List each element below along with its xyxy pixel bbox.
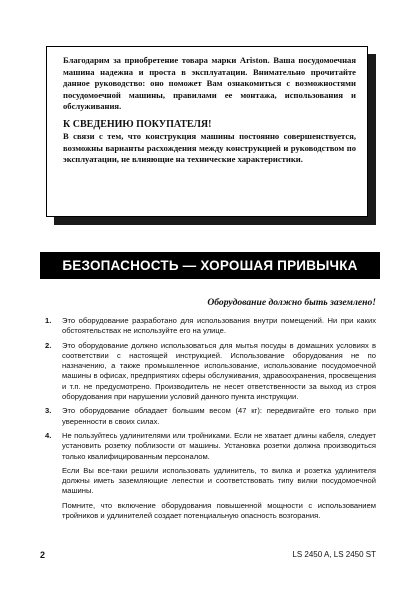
safety-list <box>40 316 376 525</box>
item-number: 3. <box>45 406 52 416</box>
list-item <box>40 406 376 427</box>
item-number: 2. <box>45 340 52 350</box>
section-title: БЕЗОПАСНОСТЬ — ХОРОШАЯ ПРИВЫЧКА <box>62 258 358 273</box>
notice-intro: Благодарим за приобретение товара марки Ariston. Ваша посудомоечная машина надежна и проста в эксплуатации. Внимательно прочитайте данное руководство: оно поможет Вам ознакомиться с возможностями посудомоечной машины, правилами ее монтажа, использования и обслуживания. <box>63 55 356 112</box>
list-item <box>40 316 376 337</box>
item-paragraph: Если Вы все-таки решили использовать удлинитель, то вилка и розетка удлинителя должны иметь заземляющие лепестки и соответствовать типу вилки посудомоечной машины. <box>62 465 376 496</box>
list-item <box>40 431 376 521</box>
item-number: 1. <box>45 316 52 325</box>
item-paragraph: Это оборудование должно использоваться для мытья посуды в домашних условиях в соответствии с настоящей инструкцией. Использование оборудования не по назначению, а также промышленное использование, использование посудомоечной машины в офисах, предприятиях сферы обслуживания, здравоохранения, просвещения и т.п. не предусмотрено. Производитель не несет ответственности за выход из строя оборудования при нарушении условий данного пункта инструкции. <box>62 340 376 402</box>
section-title-banner <box>40 252 380 279</box>
notice-box <box>46 46 368 217</box>
notice-content <box>46 46 368 217</box>
item-paragraph: Это оборудование разработано для использования внутри помещений. Ни при каких обстоятельствах не используйте его на улице. <box>62 316 376 336</box>
item-number: 4. <box>45 430 52 440</box>
notice-heading: К СВЕДЕНИЮ ПОКУПАТЕЛЯ! <box>63 118 212 130</box>
model-label: LS 2450 A, LS 2450 ST <box>292 550 376 559</box>
item-paragraph: Помните, что включение оборудования повышенной мощности с использованием тройников и удлинителей создает потенциальную опасность возгорания. <box>62 500 376 521</box>
section-subtitle: Оборудование должно быть заземлено! <box>207 297 376 308</box>
list-item <box>40 341 376 403</box>
item-paragraph: Не пользуйтесь удлинителями или тройниками. Если не хватает длины кабеля, следует установить розетку поблизости от машины. Установка розетки должна производиться только квалифицированным персоналом. <box>62 430 376 461</box>
page-number: 2 <box>40 550 46 560</box>
notice-body: В связи с тем, что конструкция машины постоянно совершенствуется, возможны варианты расхождения между конструкцией и руководством по эксплуатации, не влияющие на технические характеристики. <box>63 130 356 165</box>
item-paragraph: Это оборудование обладает большим весом (47 кг): передвигайте его только при уверенности в своих силах. <box>62 406 376 426</box>
